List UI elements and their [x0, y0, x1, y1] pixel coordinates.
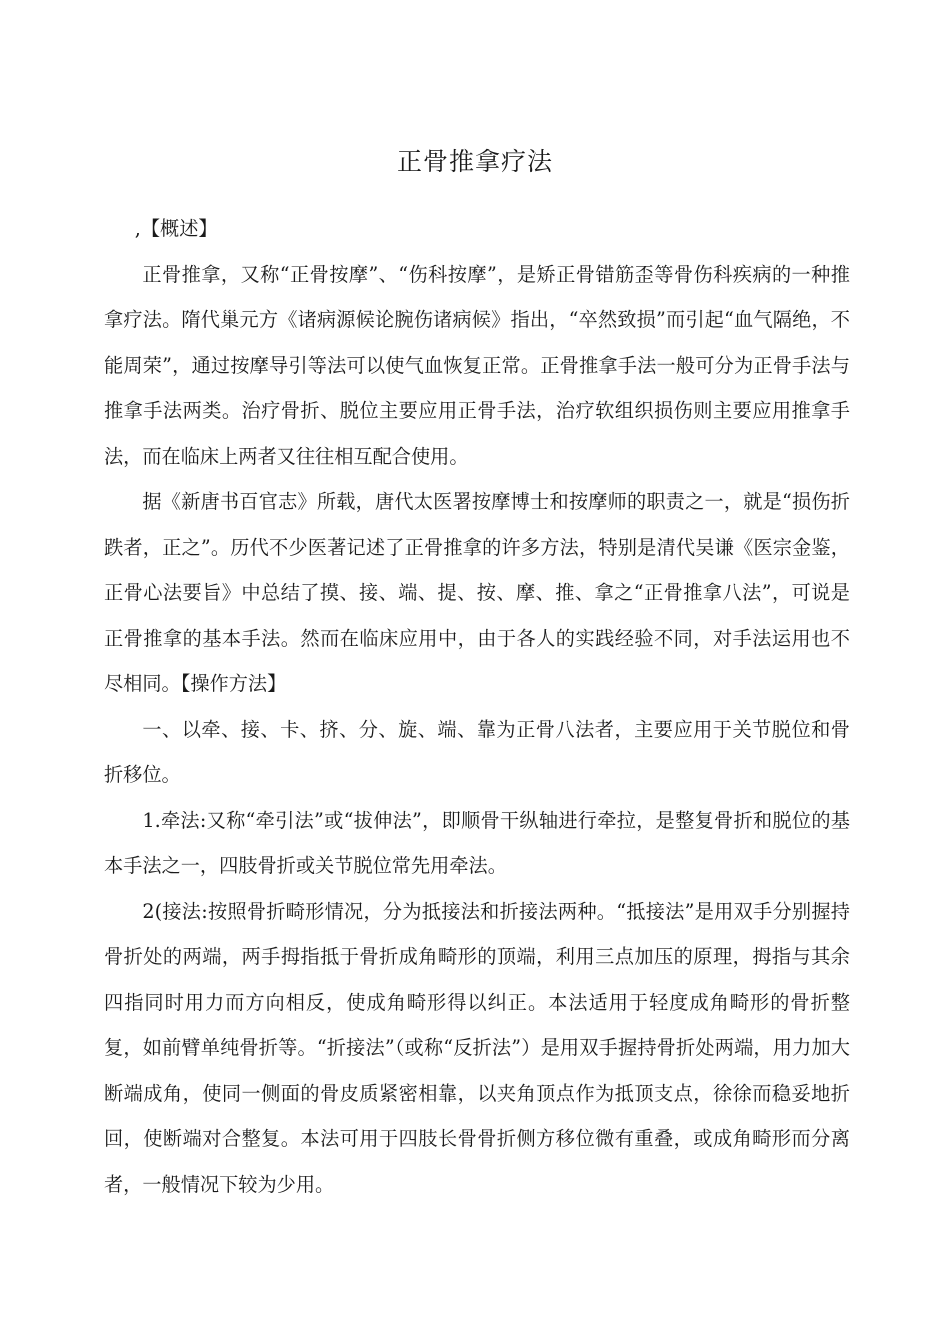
paragraph-traction-method: 1.牵法:又称“牵引法”或“拔伸法”，即顺骨干纵轴进行牵拉，是整复骨折和脱位的基本手法之一，四肢骨折或关节脱位常先用牵法。: [104, 808, 850, 877]
paragraph-eight-methods: 一、以牵、接、卡、挤、分、旋、端、靠为正骨八法者，主要应用于关节脱位和骨折移位。: [104, 717, 850, 786]
document-body: [104, 206, 850, 1207]
paragraph-intro: 正骨推拿，又称“正骨按摩”、“伤科按摩”，是矫正骨错筋歪等骨伤科疾病的一种推拿疗法。隋代巢元方《诸病源候论腕伤诸病候》指出，“卒然致损”而引起“血气隔绝，不能周荣”，通过按摩导引等法可以使气血恢复正常。正骨推拿手法一般可分为正骨手法与推拿手法两类。治疗骨折、脱位主要应用正骨手法，治疗软组织损伤则主要应用推拿手法，而在临床上两者又往往相互配合使用。: [104, 262, 850, 468]
paragraph-joining-method: 2(接法:按照骨折畸形情况，分为抵接法和折接法两种。“抵接法”是用双手分别握持骨折处的两端，两手拇指抵于骨折成角畸形的顶端，利用三点加压的原理，拇指与其余四指同时用力而方向相反，使成角畸形得以纠正。本法适用于轻度成角畸形的骨折整复，如前臂单纯骨折等。“折接法”（或称“反折法”）是用双手握持骨折处两端，用力加大断端成角，使同一侧面的骨皮质紧密相靠，以夹角顶点作为抵顶支点，徐徐而稳妥地折回，使断端对合整复。本法可用于四肢长骨骨折侧方移位微有重叠，或成角畸形而分离者，一般情况下较为少用。: [104, 899, 850, 1196]
document-title: 正骨推拿疗法: [396, 147, 553, 176]
section-heading-overview: ,【概述】: [134, 217, 218, 240]
paragraph-history: 据《新唐书百官志》所载，唐代太医署按摩博士和按摩师的职责之一，就是“损伤折跌者，正之”。历代不少医著记述了正骨推拿的许多方法，特别是清代吴谦《医宗金鉴，正骨心法要旨》中总结了摸、接、端、提、按、摩、推、拿之“正骨推拿八法”，可说是正骨推拿的基本手法。然而在临床应用中，由于各人的实践经验不同，对手法运用也不尽相同。【操作方法】: [104, 490, 850, 695]
